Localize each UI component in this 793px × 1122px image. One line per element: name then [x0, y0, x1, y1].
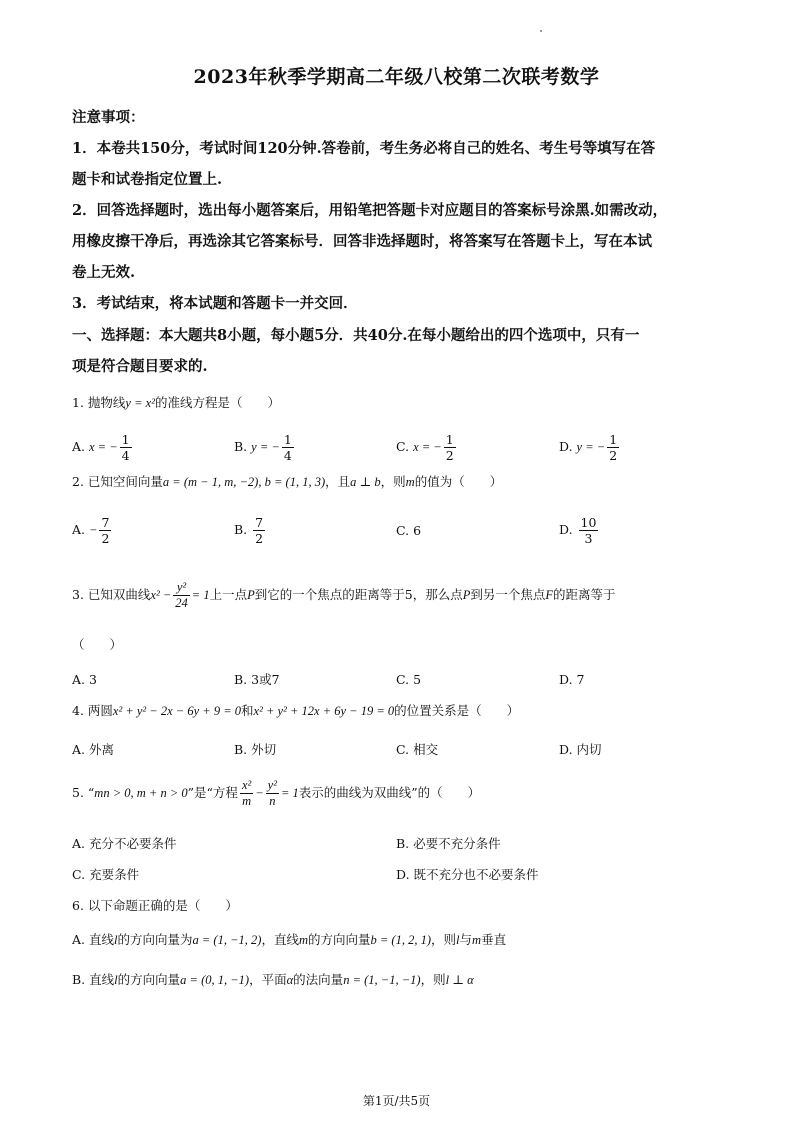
- question-6-option-b: B. 直线l的方向向量a = (0, 1, −1)，平面α的法向量n = (1, −1, −1)，则l ⊥ α: [72, 972, 474, 987]
- notice-item-1-line-2: 题卡和试卷指定位置上.: [72, 171, 223, 188]
- section-1-line-2: 项是符合题目要求的.: [72, 358, 208, 375]
- page-footer: 第1页/共5页: [362, 1094, 431, 1108]
- question-3-option-c: C. 5: [396, 672, 422, 687]
- question-4-option-c: C. 相交: [396, 742, 439, 757]
- page-title: 2023年秋季学期高二年级八校第二次联考数学: [193, 66, 600, 88]
- notice-item-3: 3．考试结束，将本试题和答题卡一并交回．: [72, 295, 358, 312]
- question-1-option-a: A. x = − $\frac{1}{4}$: [72, 432, 130, 463]
- question-4-option-a: A. 外离: [72, 742, 114, 757]
- question-5-option-a: A. 充分不必要条件: [72, 836, 177, 851]
- question-2-option-b: B. $\frac{7}{2}$: [234, 515, 264, 546]
- question-5-option-c: C. 充要条件: [72, 867, 140, 882]
- question-2-option-a: A. − $\frac{7}{2}$: [72, 515, 110, 546]
- notice-item-2-line-2: 用橡皮擦干净后，再选涂其它答案标号．回答非选择题时，将答案写在答题卡上，写在本试: [72, 233, 652, 250]
- question-1-option-d: D. y = − $\frac{1}{2}$: [559, 432, 618, 463]
- question-6-stem: 6. 以下命题正确的是（ ）: [72, 898, 238, 913]
- question-4-option-d: D. 内切: [559, 742, 602, 757]
- question-5-stem: 5. “mn > 0, m + n > 0”是“方程 $\frac{\text{x²}}{m}$ − $\frac{\text{y²}}{n}$ = 1表示的曲线为双曲线”的（ ）: [72, 778, 481, 808]
- notice-heading: 注意事项：: [72, 109, 145, 126]
- question-3-stem: 3. 已知双曲线x² − $\frac{\text{y²}}{24}$ = 1上一点P到它的一个焦点的距离等于5，那么点P到另一个焦点F的距离等于: [72, 580, 616, 610]
- question-2-option-c: C. 6: [396, 523, 422, 538]
- question-3-option-a: A. 3: [72, 672, 97, 687]
- notice-item-1-line-1: 1．本卷共150分，考试时间120分钟.答卷前，考生务必将自己的姓名、考生号等填写在答: [72, 140, 656, 157]
- question-2-vectors: a = (m − 1, m, −2), b = (1, 1, 3): [162, 475, 326, 489]
- question-2-stem: 2. 已知空间向量a = (m − 1, m, −2), b = (1, 1, 3)，且a ⊥ b，则m的值为（ ）: [72, 474, 503, 489]
- notice-item-2-line-3: 卷上无效.: [72, 264, 136, 281]
- question-1-option-b: B. y = − $\frac{1}{4}$: [234, 432, 292, 463]
- question-5-option-d: D. 既不充分也不必要条件: [396, 867, 539, 882]
- question-6-option-a: A. 直线l的方向向量为a = (1, −1, 2)，直线m的方向向量b = (1, 2, 1)，则l与m垂直: [72, 932, 507, 947]
- notice-item-2-line-1: 2．回答选择题时，选出每小题答案后，用铅笔把答题卡对应题目的答案标号涂黑.如需改动，: [72, 202, 668, 219]
- question-1-equation: y = x²: [125, 396, 155, 410]
- question-3-option-b: B. 3或7: [234, 672, 280, 687]
- section-1-line-1: 一、选择题：本大题共8小题，每小题5分．共40分.在每小题给出的四个选项中，只有一: [72, 327, 640, 344]
- scan-dot: [540, 30, 542, 32]
- question-4-stem: 4. 两圆x² + y² − 2x − 6y + 9 = 0和x² + y² + 12x + 6y − 19 = 0的位置关系是（ ）: [72, 703, 520, 718]
- question-4-option-b: B. 外切: [234, 742, 277, 757]
- question-3-option-d: D. 7: [559, 672, 585, 687]
- question-3-answer-paren: （ ）: [72, 637, 123, 652]
- question-5-option-b: B. 必要不充分条件: [396, 836, 501, 851]
- question-1-stem: 1. 抛物线y = x²的准线方程是（ ）: [72, 395, 280, 410]
- question-1-option-c: C. x = − $\frac{1}{2}$: [396, 432, 454, 463]
- question-2-option-d: D. $\frac{10}{3}$: [559, 515, 597, 546]
